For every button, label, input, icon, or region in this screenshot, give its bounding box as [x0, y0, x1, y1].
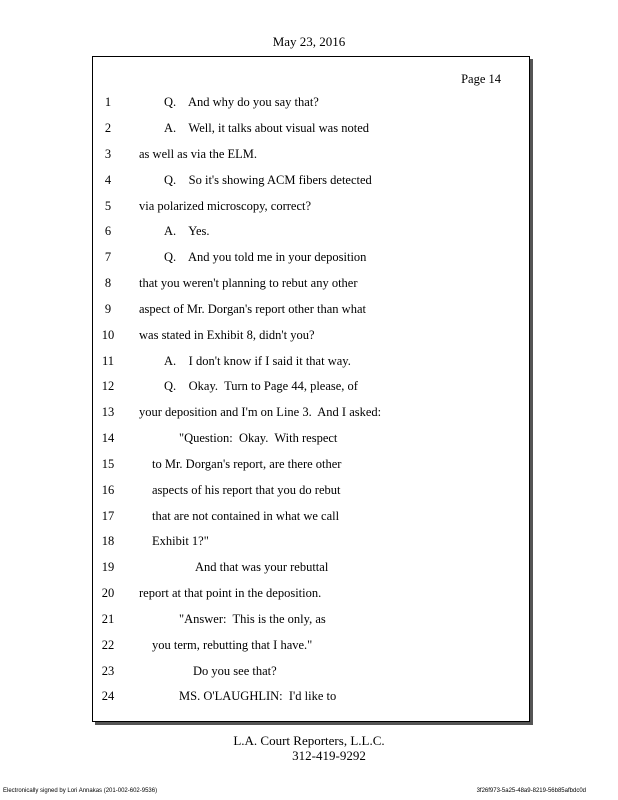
line-number: 17 — [101, 509, 115, 523]
transcript-line: was stated in Exhibit 8, didn't you? — [139, 328, 315, 342]
transcript-line: Q. Okay. Turn to Page 44, please, of — [164, 379, 358, 393]
line-number: 16 — [101, 483, 115, 497]
transcript-line: A. Well, it talks about visual was noted — [164, 121, 369, 135]
transcript-line: "Answer: This is the only, as — [179, 612, 326, 626]
line-number: 11 — [101, 354, 115, 368]
line-number: 5 — [104, 199, 112, 213]
line-number: 19 — [101, 560, 115, 574]
line-number: 21 — [101, 612, 115, 626]
transcript-line: And that was your rebuttal — [195, 560, 329, 574]
transcript-line: Do you see that? — [193, 664, 277, 678]
transcript-line: A. Yes. — [164, 224, 210, 238]
transcript-line: MS. O'LAUGHLIN: I'd like to — [179, 689, 337, 703]
transcript-line: Q. So it's showing ACM fibers detected — [164, 173, 372, 187]
transcript-line: aspect of Mr. Dorgan's report other than what — [139, 302, 366, 316]
transcript-line: your deposition and I'm on Line 3. And I asked: — [139, 405, 382, 419]
line-number: 1 — [104, 95, 112, 109]
transcript-line: to Mr. Dorgan's report, are there other — [152, 457, 342, 471]
line-number: 12 — [101, 379, 115, 393]
transcript-line: via polarized microscopy, correct? — [139, 199, 312, 213]
line-number: 24 — [101, 689, 115, 703]
transcript-line: that are not contained in what we call — [152, 509, 340, 523]
line-number: 7 — [104, 250, 112, 264]
court-reporter-name: L.A. Court Reporters, L.L.C. — [233, 733, 385, 748]
transcript-line: aspects of his report that you do rebut — [152, 483, 341, 497]
line-number: 10 — [101, 328, 115, 342]
transcript-line: that you weren't planning to rebut any other — [139, 276, 358, 290]
line-number: 23 — [101, 664, 115, 678]
transcript-line: "Question: Okay. With respect — [179, 431, 338, 445]
line-number: 20 — [101, 586, 115, 600]
line-number: 4 — [104, 173, 112, 187]
transcript-line: Exhibit 1?" — [152, 534, 209, 548]
line-number: 9 — [104, 302, 112, 316]
line-number: 18 — [101, 534, 115, 548]
transcript-line: Q. And why do you say that? — [164, 95, 319, 109]
court-reporter-phone: 312-419-9292 — [292, 748, 366, 763]
transcript-date: May 23, 2016 — [272, 34, 346, 49]
electronic-signature: Electronically signed by Lori Annakas (201-002-602-9536) — [3, 788, 158, 794]
transcript-page — [92, 56, 530, 722]
document-hash: 3f26f973-5a25-48a9-8219-56b85afbdc0d — [476, 788, 586, 794]
page-number: Page 14 — [461, 72, 501, 86]
transcript-line: you term, rebutting that I have." — [152, 638, 313, 652]
line-number: 15 — [101, 457, 115, 471]
line-number: 13 — [101, 405, 115, 419]
transcript-line: as well as via the ELM. — [139, 147, 258, 161]
transcript-line: A. I don't know if I said it that way. — [164, 354, 351, 368]
transcript-line: Q. And you told me in your deposition — [164, 250, 367, 264]
line-number: 2 — [104, 121, 112, 135]
line-number: 6 — [104, 224, 112, 238]
line-number: 22 — [101, 638, 115, 652]
line-number: 8 — [104, 276, 112, 290]
transcript-line: report at that point in the deposition. — [139, 586, 322, 600]
line-number: 3 — [104, 147, 112, 161]
line-number: 14 — [101, 431, 115, 445]
